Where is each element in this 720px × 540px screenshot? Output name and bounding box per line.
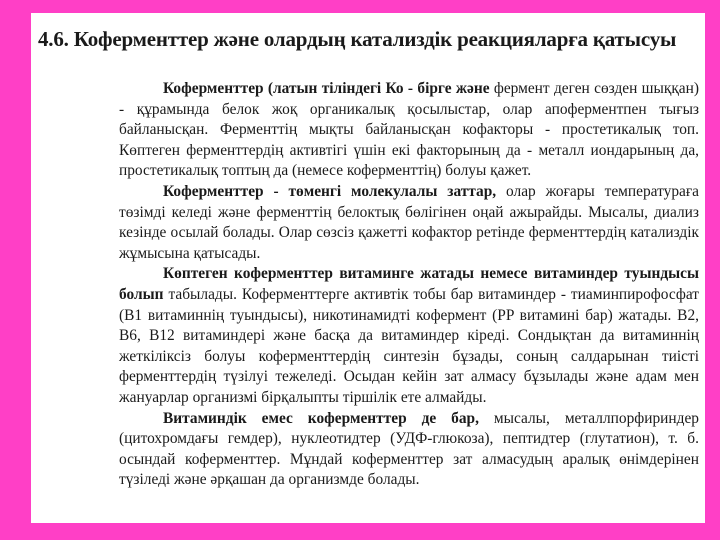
paragraph-1	[119, 79, 699, 182]
paragraph-3	[119, 264, 699, 408]
section-title: 4.6. Коферменттер және олардың катализдік реакцияларға қатысуы	[38, 27, 677, 51]
paragraph-2	[119, 182, 699, 264]
paragraph-3-text: табылады. Коферменттерге активтік тобы бар витаминдер - тиаминпирофосфат (B1 витаминнің туындысы), никотинамидті кофермент (PP витамині бар) жатады. B2, B6, B12 витаминдері және басқа да витаминдер кіреді. Сондықтан да витаминнің жеткіліксіз болуы коферменттердің синтезін бұзады, соның салдарынан тиісті ферменттердің түзілуі тежеледі. Осыдан кейін зат алмасу бұзылады және адам мен жануарлар организмі бірқалыпты тіршілік ете алмайды.	[119, 285, 699, 406]
paragraph-3-bold: Көптеген коферменттер витаминге жатады немесе витаминдер туындысы болып	[119, 265, 699, 303]
document-page	[31, 13, 705, 523]
paragraph-2-bold: Коферменттер - төменгі молекулалы заттар,	[163, 182, 497, 200]
paragraph-1-bold: Коферменттер (латын тіліндегі Ко - бірге және	[163, 80, 490, 97]
paragraph-1-text: фермент деген сөзден шыққан) - құрамында белок жоқ органикалық қосылыстар, олар апоферментпен тығыз байланысқан. Ферменттің мықты байланысқан кофакторы - простетикалық топ. Көптеген ферменттердің активтігі үшін екі факторының да - металл иондарының да, простетикалық топтың да (немесе коферменттің) болуы қажет.	[119, 80, 699, 180]
paragraph-2-text: олар жоғары температураға төзімді келеді және ферменттің белоктық бөлігінен оңай ажырайды. Мысалы, диализ кезінде осылай болады. Олар сөзсіз қажетті кофактор ретінде ферменттердің катализдік жұмысына қатысады.	[119, 182, 700, 262]
paragraph-4	[119, 409, 699, 491]
paragraph-4-text: мысалы, металлпорфириндер (цитохромдағы гемдер), нуклеотидтер (УДФ-глюкоза), пептидтер (глутатион), т. б. осындай коферменттер. Мұндай коферменттер зат алмасудың аралық өнімдерінен түзіледі және әрқашан да организмде болады.	[119, 409, 699, 489]
paragraph-4-bold: Витаминдік емес коферменттер де бар,	[163, 409, 479, 427]
body-text	[119, 79, 699, 491]
